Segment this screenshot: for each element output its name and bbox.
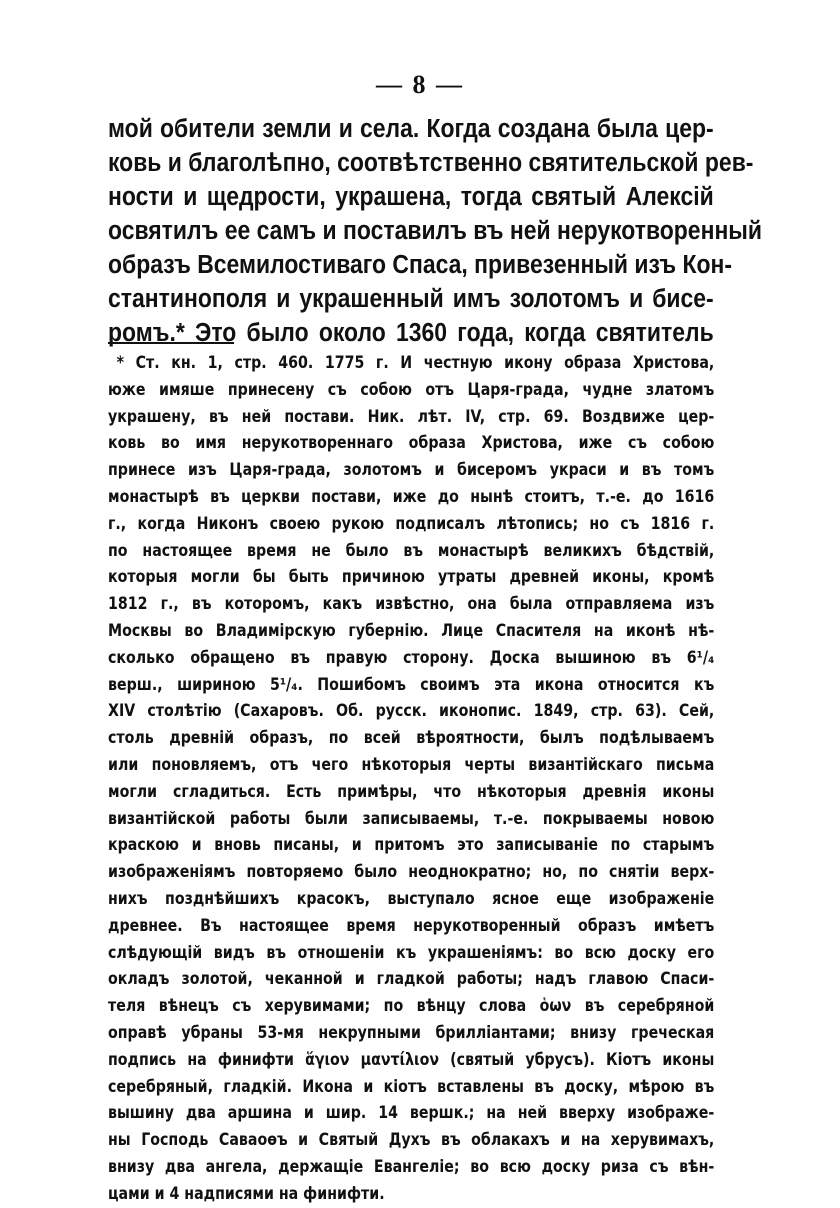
footnote-line: монастырѣ въ церкви постави, иже до нынѣ стоитъ, т.-е. до 1616 bbox=[108, 486, 715, 506]
footnote-line: которыя могли бы быть причиною утраты древней иконы, кромѣ bbox=[108, 567, 715, 587]
footnote-line: нихъ позднѣйшихъ красокъ, выступало ясное еще изображеніе bbox=[108, 888, 715, 908]
footnote-line: по настоящее время не было въ монастырѣ великихъ бѣдствій, bbox=[108, 540, 715, 560]
main-text-line: ности и щедрости, украшена, тогда святый Алексій bbox=[108, 183, 714, 211]
footnote-line: украшену, въ ней постави. Ник. лѣт. IV, стр. 69. Воздвиже цер- bbox=[108, 406, 715, 426]
main-text-line: образъ Всемилостиваго Спаса, привезенный изъ Кон- bbox=[108, 251, 732, 279]
footnote-line: оправѣ убраны 53-мя некрупными бриллiантами; внизу греческая bbox=[108, 1022, 715, 1042]
main-text bbox=[108, 112, 763, 350]
footnote-line: ковь во имя нерукотвореннаго образа Христова, иже съ собою bbox=[108, 433, 715, 453]
footnote-line: изображеніямъ повторяемо было неоднократно; но, по снятіи верх- bbox=[108, 862, 715, 882]
footnote-line: верш., шириною 5¹/₄. Пошибомъ своимъ эта икона относится къ bbox=[108, 674, 715, 694]
footnote-line: слѣдующій видъ въ отношеніи къ украшеніямъ: во всю доску его bbox=[108, 942, 715, 962]
footnote-line: могли сгладиться. Есть примѣры, что нѣкоторыя древнія иконы bbox=[108, 781, 715, 801]
main-text-line: ковь и благолѣпно, соотвѣтственно святительской рев- bbox=[108, 149, 754, 177]
footnote-line: древнее. Въ настоящее время нерукотворенный образъ имѣетъ bbox=[108, 915, 715, 935]
footnote-line: серебряный, гладкій. Икона и кіотъ вставлены въ доску, мѣрою въ bbox=[108, 1076, 715, 1096]
main-text-line: освятилъ ее самъ и поставилъ въ ней нерукотворенный bbox=[108, 217, 763, 245]
footnote-line: 1812 г., въ которомъ, какъ извѣстно, она была отправляема изъ bbox=[108, 594, 715, 614]
footnote-line: или поновляемъ, отъ чего нѣкоторыя черты византійскаго письма bbox=[108, 754, 715, 774]
footnote-line: подпись на финифти ἅγιον μαντίλιον (святый убрусъ). Кіотъ иконы bbox=[108, 1049, 715, 1069]
footnote-line: окладъ золотой, чеканной и гладкой работы; надъ главою Спаси- bbox=[108, 969, 715, 989]
main-text-line: ромъ.* Это было около 1360 года, когда святитель bbox=[108, 319, 714, 347]
main-text-line: стантинополя и украшенный имъ золотомъ и бисе- bbox=[108, 285, 714, 313]
footnote-line: г., когда Никонъ своею рукою подписалъ лѣтопись; но съ 1816 г. bbox=[108, 513, 715, 533]
main-text-line: мой обители земли и села. Когда создана была цер- bbox=[108, 115, 714, 143]
footnote-line: XIV столѣтію (Сахаровъ. Об. русск. иконопис. 1849, стр. 63). Сей, bbox=[108, 701, 715, 721]
footnote-separator bbox=[108, 342, 234, 344]
footnote bbox=[108, 350, 714, 1208]
footnote-line: византійской работы были записываемы, т.-е. покрываемы новою bbox=[108, 808, 715, 828]
footnote-line: юже имяше принесену съ собою отъ Царя-града, чудне златомъ bbox=[108, 379, 715, 399]
page-number: — 8 — bbox=[376, 70, 464, 99]
footnote-line: Москвы во Владимірскую губернію. Лице Спасителя на иконѣ нѣ- bbox=[108, 620, 715, 640]
footnote-line: столь древній образъ, по всей вѣроятности, былъ подѣлываемъ bbox=[108, 728, 715, 748]
footnote-line: внизу два ангела, держащіе Евангеліе; во всю доску риза съ вѣн- bbox=[108, 1156, 715, 1176]
footnote-line: сколько обращено въ правую сторону. Доска вышиною въ 6¹/₄ bbox=[108, 647, 715, 667]
footnote-line: вышину два аршина и шир. 14 вершк.; на ней вверху изображе- bbox=[108, 1103, 715, 1123]
footnote-line: цами и 4 надписями на финифти. bbox=[108, 1183, 385, 1203]
footnote-line: * Ст. кн. 1, стр. 460. 1775 г. И честную икону образа Христова, bbox=[116, 353, 715, 372]
footnote-line: краскою и вновь писаны, и притомъ это записываніе по старымъ bbox=[108, 835, 715, 855]
footnote-line: теля вѣнецъ съ херувимами; по вѣнцу слова ὁων въ серебряной bbox=[108, 996, 715, 1016]
footnote-line: принесе изъ Царя-града, золотомъ и бисеромъ украси и въ томъ bbox=[108, 460, 715, 480]
footnote-line: ны Господь Саваоѳъ и Святый Духъ въ облакахъ и на херувимахъ, bbox=[108, 1130, 715, 1150]
